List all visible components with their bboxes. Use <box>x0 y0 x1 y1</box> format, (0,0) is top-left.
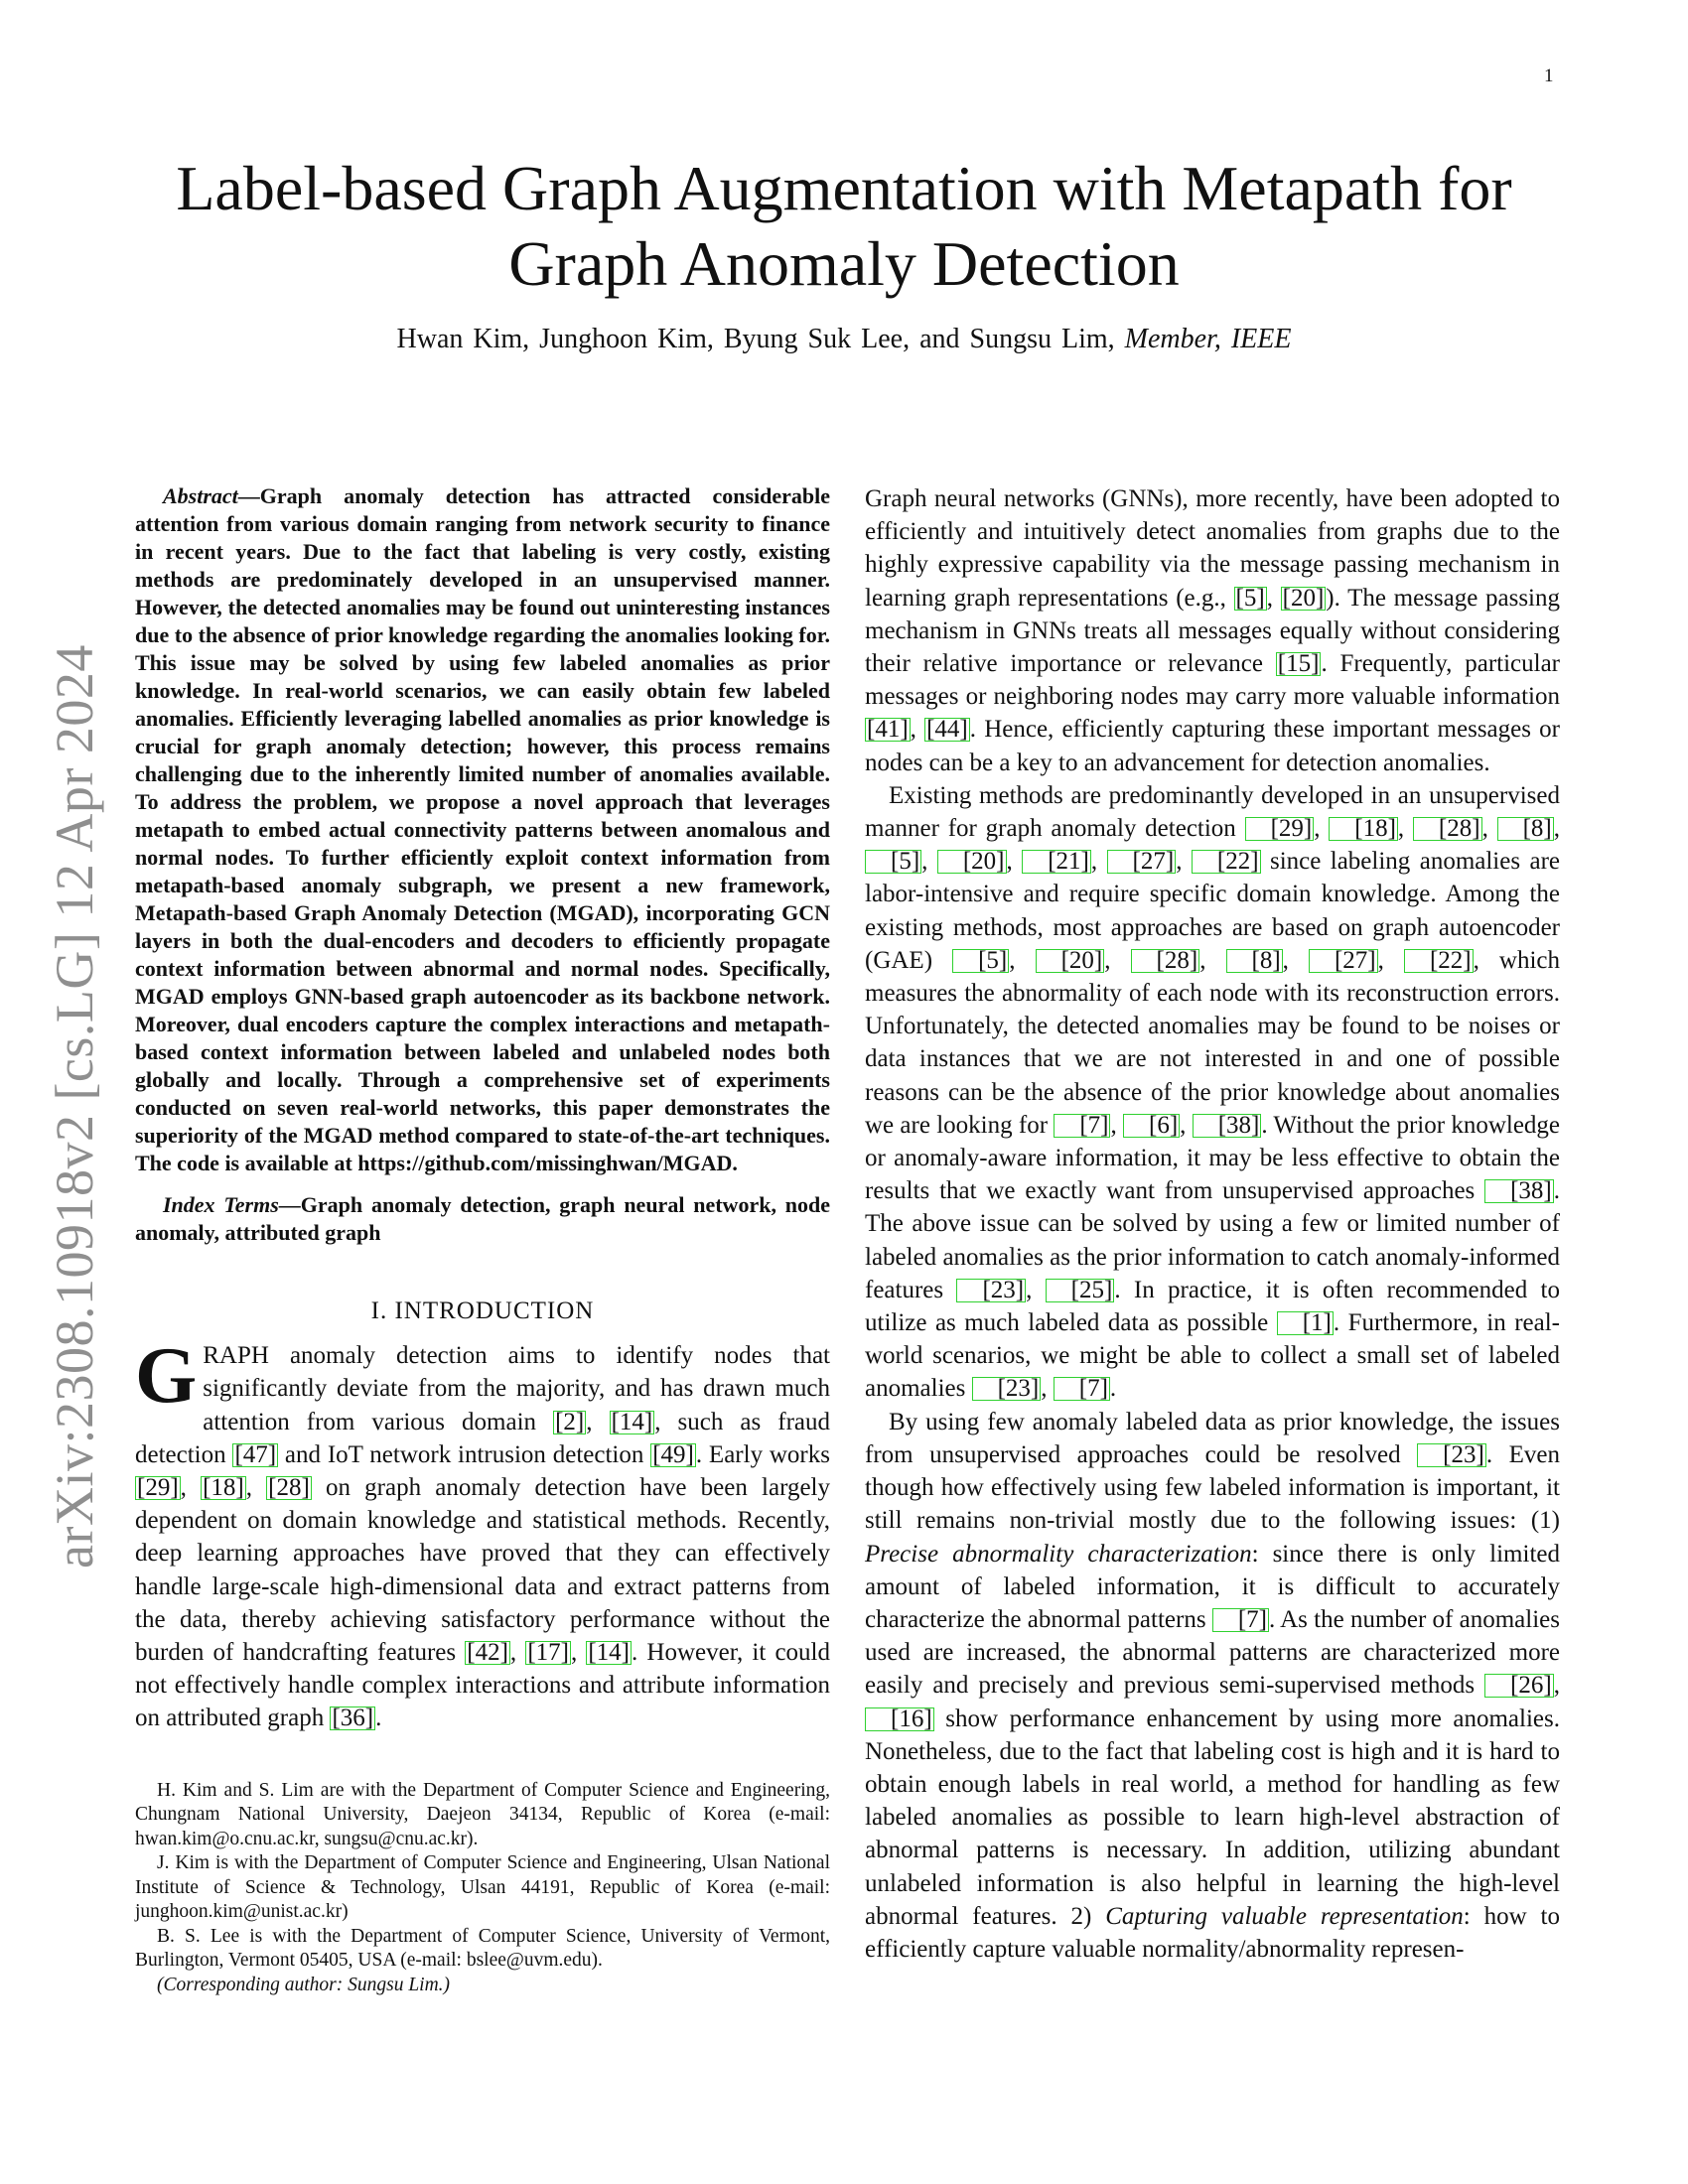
footnote-corresponding-author: (Corresponding author: Sungsu Lim.) <box>157 1974 451 1995</box>
footnotes <box>135 1779 830 1998</box>
text-run: . <box>1109 1375 1117 1403</box>
citation-link[interactable]: [44] <box>926 716 968 744</box>
text-run: ). The message passing mechanism in GNNs treats all messages equally without considering their relative importance or relevance <box>865 584 1561 678</box>
text-run: RAPH anomaly detection aims to identify nodes that significantly deviate from the majority, and has drawn much attention from various domain <box>203 1342 830 1435</box>
text-run: By using few anomaly labeled data as prior knowledge, the issues from unsupervised approaches could be resolved <box>865 1408 1560 1468</box>
text-run: , <box>1481 815 1497 843</box>
citation-link[interactable]: [38] <box>1193 1114 1262 1138</box>
citation-link[interactable]: [14] <box>611 1408 653 1435</box>
body-paragraph <box>865 482 1560 779</box>
citation-link[interactable]: [17] <box>527 1639 569 1667</box>
left-column <box>135 482 830 1997</box>
text-run: , <box>1009 946 1036 974</box>
text-run: . Frequently, particular messages or neighboring nodes may carry more valuable information <box>865 650 1560 711</box>
text-run: and IoT network intrusion detection <box>278 1440 651 1468</box>
text-run: : how to efficiently capture valuable normality/abnormality represen- <box>865 1902 1560 1963</box>
author-line <box>119 324 1569 355</box>
citation-link[interactable]: [7] <box>1054 1114 1110 1138</box>
abstract <box>135 482 830 1177</box>
text-run: , <box>1282 946 1309 974</box>
citation-link[interactable]: [25] <box>1046 1279 1115 1302</box>
citation-link[interactable]: [18] <box>203 1474 244 1502</box>
abstract-text: —Graph anomaly detection has attracted considerable attention from various domain ranging from network security to finance in recent years. Due to the fact that labeling is very costly, existing methods are predominately developed in an unsupervised manner. However, the detected anomalies may be found out uninteresting instances due to the absence of prior knowledge regarding the anomalies looking for. This issue may be solved by using few labeled anomalies as prior knowledge. In real-world scenarios, we can easily obtain few labeled anomalies. Efficiently leveraging labelled anomalies as prior knowledge is crucial for graph anomaly detection; however, this process remains challenging due to the inherently limited number of anomalies available. To address the problem, we propose a novel approach that leverages metapath to embed actual connectivity patterns between anomalous and normal nodes. To further efficiently exploit context information from metapath-based anomaly subgraph, we present a new framework, Metapath-based Graph Anomaly Detection (MGAD), incorporating GCN layers in both the dual-encoders and decoders to efficiently propagate context information between abnormal and normal nodes. Specifically, MGAD employs GNN-based graph autoencoder as its backbone network. Moreover, dual encoders capture the complex interactions and metapath-based context information between labeled and unlabeled nodes both globally and locally. Through a comprehensive set of experiments conducted on seven real-world networks, this paper demonstrates the superiority of the MGAD method compared to state-of-the-art techniques. The code is available at https://github.com/missinghwan/MGAD. <box>135 483 830 1175</box>
citation-link[interactable]: [22] <box>1192 850 1261 874</box>
citation-link[interactable]: [5] <box>952 949 1009 973</box>
citation-link[interactable]: [27] <box>1107 850 1177 874</box>
text-run: , <box>1006 848 1023 876</box>
author-membership: Member, IEEE <box>1124 324 1292 354</box>
text-run: , <box>1266 584 1281 612</box>
text-run: . Early works <box>695 1440 830 1468</box>
author-names: Hwan Kim, Junghoon Kim, Byung Suk Lee, and Sungsu Lim, <box>396 324 1125 354</box>
text-run: . <box>375 1705 382 1732</box>
text-run: , <box>921 848 937 876</box>
citation-link[interactable]: [6] <box>1123 1114 1180 1138</box>
text-run: , <box>1199 946 1226 974</box>
citation-link[interactable]: [7] <box>1212 1608 1269 1632</box>
section-heading: I. INTRODUCTION <box>370 1297 595 1324</box>
citation-link[interactable]: [28] <box>1413 817 1482 841</box>
citation-link[interactable]: [7] <box>1054 1377 1110 1401</box>
text-run: , <box>586 1408 610 1435</box>
intro-paragraph <box>135 1332 831 1734</box>
index-terms <box>135 1191 830 1247</box>
text-run: . Hence, efficiently capturing these important messages or nodes can be a key to an advancement for detection anomalies. <box>865 716 1561 776</box>
citation-link[interactable]: [20] <box>937 850 1007 874</box>
citation-link[interactable]: [41] <box>867 716 909 744</box>
citation-link[interactable]: [1] <box>1277 1311 1334 1335</box>
text-run: , <box>1314 815 1330 843</box>
body-paragraph <box>865 1406 1560 1966</box>
footnote-affiliation: H. Kim and S. Lim are with the Department of Computer Science and Engineering, Chungnam National University, Daejeon 34134, Republic of Korea (e-mail: hwan.kim@o.cnu.ac.kr, sungsu@cnu.ac.kr). <box>135 1779 830 1849</box>
citation-link[interactable]: [21] <box>1022 850 1091 874</box>
citation-link[interactable]: [14] <box>588 1639 631 1667</box>
text-run: , <box>1176 848 1192 876</box>
citation-link[interactable]: [8] <box>1226 949 1283 973</box>
citation-link[interactable]: [8] <box>1497 817 1554 841</box>
text-run: . Furthermore, in real-world scenarios, we might be able to collect a small set of labeled anomalies <box>865 1309 1560 1403</box>
footnote-affiliation: J. Kim is with the Department of Computer Science and Engineering, Ulsan National Institute of Science & Technology, Ulsan 44191, Republic of Korea (e-mail: junghoon.kim@unist.ac.kr) <box>135 1852 830 1923</box>
abstract-lead: Abstract <box>163 483 238 508</box>
citation-link[interactable]: [49] <box>652 1440 694 1468</box>
arxiv-stamp: arXiv:2308.10918v2 [cs.LG] 12 Apr 2024 <box>45 644 104 1569</box>
text-run: . Even though how effectively using few labeled information is important, it still remains non-trivial mostly due to the following issues: (1) <box>865 1440 1560 1535</box>
text-run: , <box>1110 1111 1123 1139</box>
citation-link[interactable]: [28] <box>268 1474 310 1502</box>
text-run: . As the number of anomalies used are increased, the abnormal patterns are characterized more easily and precisely and previous semi-supervised methods <box>865 1605 1560 1700</box>
index-terms-lead: Index Terms <box>163 1192 279 1217</box>
text-run: , such as fraud detection <box>135 1408 831 1468</box>
citation-link[interactable]: [15] <box>1277 650 1320 678</box>
citation-link[interactable]: [18] <box>1329 817 1398 841</box>
citation-link[interactable]: [23] <box>972 1377 1042 1401</box>
citation-link[interactable]: [23] <box>956 1279 1026 1302</box>
text-run: , <box>1041 1375 1054 1403</box>
text-run: , <box>910 716 925 744</box>
text-run: , <box>1104 946 1131 974</box>
text-run: , <box>1553 1672 1560 1700</box>
emphasized-text: Precise abnormality characterization <box>865 1540 1252 1568</box>
text-run: show performance enhancement by using more anomalies. Nonetheless, due to the fact that labeling cost is high and it is hard to obtain enough labels in real world, a method for handling as few labeled anomalies as possible to learn high-level abstraction of abnormal patterns is necessary. In addition, utilizing abundant unlabeled information is also helpful in learning the high-level abnormal features. 2) <box>865 1705 1560 1930</box>
citation-link[interactable]: [28] <box>1131 949 1200 973</box>
text-run: , <box>245 1474 267 1502</box>
citation-link[interactable]: [42] <box>467 1639 508 1667</box>
page-number: 1 <box>1544 66 1554 86</box>
text-run: . The above issue can be solved by using a few or limited number of labeled anomalies as the prior information to catch anomaly-informed features <box>865 1177 1560 1303</box>
text-run: , <box>1397 815 1413 843</box>
citation-link[interactable]: [5] <box>865 850 921 874</box>
citation-link[interactable]: [36] <box>332 1705 374 1732</box>
text-run: Graph neural networks (GNNs), more recently, have been adopted to efficiently and intuitively detect anomalies from graphs due to the highly expressive capability via the message passing mechanism in learning graph representations (e.g., <box>865 485 1560 612</box>
paper-title: Label-based Graph Augmentation with Metapath for Graph Anomaly Detection <box>176 153 1512 299</box>
text-run: , <box>509 1639 526 1667</box>
citation-link[interactable]: [27] <box>1309 949 1378 973</box>
citation-link[interactable]: [23] <box>1417 1443 1486 1467</box>
citation-link[interactable]: [29] <box>1245 817 1315 841</box>
citation-link[interactable]: [26] <box>1484 1674 1554 1698</box>
citation-link[interactable]: [47] <box>234 1440 277 1468</box>
text-run: since labeling anomalies are labor-intensive and require specific domain knowledge. Among the existing methods, most approaches are based on graph autoencoder (GAE) <box>865 848 1561 974</box>
citation-link[interactable]: [22] <box>1404 949 1474 973</box>
citation-link[interactable]: [2] <box>555 1408 585 1435</box>
text-run: on graph anomaly detection have been largely dependent on domain knowledge and statistical methods. Recently, deep learning approaches have proved that they can effectively handle large-scale high-dimensional data and extract patterns from the data, thereby achieving satisfactory performance without the burden of handcrafting features <box>135 1474 830 1667</box>
text-run: . However, it could not effectively handle complex interactions and attribute information on attributed graph <box>135 1639 830 1732</box>
text-run: : since there is only limited amount of labeled information, it is difficult to accurately characterize the abnormal patterns <box>865 1540 1560 1633</box>
citation-link[interactable]: [5] <box>1235 584 1265 612</box>
index-terms-text: —Graph anomaly detection, graph neural network, node anomaly, attributed graph <box>135 1192 830 1245</box>
footnote-affiliation: B. S. Lee is with the Department of Computer Science, University of Vermont, Burlington, Vermont 05405, USA (e-mail: bslee@uvm.edu). <box>135 1925 830 1972</box>
citation-link[interactable]: [38] <box>1484 1179 1554 1203</box>
text-run: . Without the prior knowledge or anomaly-aware information, it may be less effective to obtain the results that we exactly want from unsupervised approaches <box>865 1111 1561 1205</box>
drop-cap: G <box>135 1332 198 1421</box>
text-run: , <box>1553 815 1560 843</box>
text-run: , <box>1026 1276 1046 1303</box>
text-run: , <box>1377 946 1404 974</box>
text-run: , <box>570 1639 587 1667</box>
body-paragraph <box>865 779 1560 1406</box>
text-run: , <box>1180 1111 1193 1139</box>
text-run: , which measures the abnormality of each node with its reconstruction errors. Unfortunately, the detected anomalies may be found to be noises or data instances that we are not interested in and one of possible reasons can be the absence of the prior knowledge about anomalies we are looking for <box>865 946 1561 1139</box>
citation-link[interactable]: [20] <box>1282 584 1325 612</box>
citation-link[interactable]: [20] <box>1036 949 1105 973</box>
citation-link[interactable]: [16] <box>865 1707 934 1731</box>
text-run: Existing methods are predominantly developed in an unsupervised manner for graph anomaly detection <box>865 781 1560 843</box>
text-run: , <box>180 1474 202 1502</box>
text-run: , <box>1090 848 1107 876</box>
citation-link[interactable]: [29] <box>137 1474 179 1502</box>
text-run: . In practice, it is often recommended to utilize as much labeled data as possible <box>865 1276 1560 1337</box>
emphasized-text: Capturing valuable representation <box>1105 1902 1464 1930</box>
right-column <box>865 482 1560 1966</box>
